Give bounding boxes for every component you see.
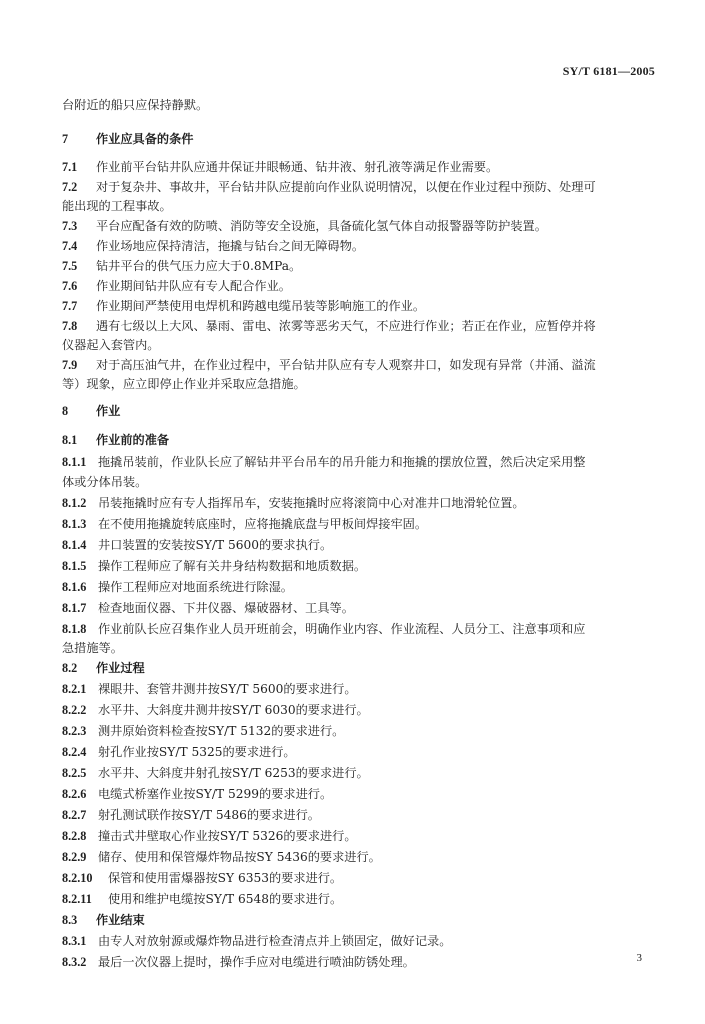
section-heading	[62, 402, 120, 421]
clause-text: 保管和使用雷爆器按SY 6353的要求进行。	[108, 871, 343, 885]
clause-number: 8.1.3	[62, 517, 87, 531]
clause-number: 8.3.1	[62, 934, 87, 948]
clause-number: 8.1	[62, 433, 78, 447]
clause-number: 7.1	[62, 160, 78, 174]
clause-line	[62, 536, 332, 555]
clause-text: 遇有七级以上大风、暴雨、雷电、浓雾等恶劣天气，不应进行作业；若正在作业，应暂停并将	[96, 319, 596, 333]
clause-text: 由专人对放射源或爆炸物品进行检查清点并上锁固定，做好记录。	[98, 934, 452, 948]
clause-text: 作业过程	[96, 661, 145, 675]
clause-text: 电缆式桥塞作业按SY/T 5299的要求进行。	[98, 787, 333, 801]
clause-text: 能出现的工程事故。	[62, 199, 172, 213]
clause-text: 钻井平台的供气压力应大于0.8MPa。	[96, 259, 302, 273]
clause-text: 操作工程师应对地面系统进行除湿。	[98, 580, 293, 594]
clause-line	[62, 515, 427, 534]
clause-number: 8.1.4	[62, 538, 87, 552]
clause-number: 8.2.4	[62, 745, 87, 759]
clause-text: 使用和维护电缆按SY/T 6548的要求进行。	[108, 892, 343, 906]
clause-number: 8.2.1	[62, 682, 87, 696]
clause-text: 作业应具备的条件	[96, 132, 194, 146]
section-heading	[62, 911, 145, 930]
clause-line	[62, 722, 344, 741]
clause-text: 撞击式井壁取心作业按SY/T 5326的要求进行。	[98, 829, 357, 843]
clause-text: 台附近的船只应保持静默。	[62, 98, 209, 112]
clause-text: 裸眼井、套管井测井按SY/T 5600的要求进行。	[98, 682, 357, 696]
clause-number: 7.4	[62, 239, 78, 253]
paragraph-continuation	[62, 639, 123, 658]
clause-text: 操作工程师应了解有关井身结构数据和地质数据。	[98, 559, 367, 573]
clause-line	[62, 578, 293, 597]
clause-text: 对于高压油气井，在作业过程中，平台钻井队应有专人观察井口，如发现有异常（井涌、溢流	[96, 358, 596, 372]
clause-text: 作业场地应保持清洁，拖撬与钻台之间无障碍物。	[96, 239, 365, 253]
clause-text: 检查地面仪器、下井仪器、爆破器材、工具等。	[98, 601, 354, 615]
clause-number: 7.2	[62, 180, 78, 194]
clause-line	[62, 237, 364, 256]
clause-number: 8	[62, 404, 69, 418]
clause-line	[62, 620, 586, 639]
paragraph-continuation	[62, 473, 147, 492]
clause-line	[62, 494, 525, 513]
clause-number: 8.3	[62, 913, 78, 927]
clause-number: 8.1.1	[62, 455, 87, 469]
clause-number: 8.2.3	[62, 724, 87, 738]
clause-number: 8.2	[62, 661, 78, 675]
clause-text: 作业前的准备	[96, 433, 170, 447]
clause-number: 8.2.7	[62, 808, 87, 822]
clause-text: 急措施等。	[62, 641, 123, 655]
clause-number: 7	[62, 132, 69, 146]
clause-number: 8.1.5	[62, 559, 87, 573]
clause-text: 对于复杂井、事故井，平台钻井队应提前向作业队说明情况，以便在作业过程中预防、处理可	[96, 180, 596, 194]
clause-text: 体或分体吊装。	[62, 475, 148, 489]
clause-line	[62, 932, 451, 951]
clause-number: 7.7	[62, 299, 78, 313]
clause-number: 8.2.11	[62, 892, 92, 906]
clause-line	[62, 827, 357, 846]
clause-text: 平台应配备有效的防喷、消防等安全设施，具备硫化氢气体自动报警器等防护装置。	[96, 219, 547, 233]
clause-number: 8.1.2	[62, 496, 87, 510]
clause-number: 8.2.9	[62, 850, 87, 864]
clause-line	[62, 356, 596, 375]
clause-number: 8.2.6	[62, 787, 87, 801]
clause-number: 8.2.8	[62, 829, 87, 843]
clause-number: 7.8	[62, 319, 78, 333]
clause-text: 作业期间严禁使用电焊机和跨越电缆吊装等影响施工的作业。	[96, 299, 426, 313]
clause-text: 水平井、大斜度井射孔按SY/T 6253的要求进行。	[98, 766, 369, 780]
clause-number: 8.2.10	[62, 871, 93, 885]
clause-number: 8.2.5	[62, 766, 87, 780]
page-number: 3	[636, 952, 642, 964]
clause-text: 作业前队长应召集作业人员开班前会，明确作业内容、作业流程、人员分工、注意事项和应	[98, 622, 586, 636]
paragraph-continuation	[62, 375, 306, 394]
clause-line	[62, 158, 498, 177]
clause-text: 拖撬吊装前，作业队长应了解钻井平台吊车的吊升能力和拖撬的摆放位置，然后决定采用整	[98, 455, 586, 469]
clause-line	[62, 317, 596, 336]
clause-text: 等）现象，应立即停止作业并采取应急措施。	[62, 377, 306, 391]
paragraph-continuation	[62, 96, 208, 115]
clause-line	[62, 953, 415, 972]
paragraph-continuation	[62, 336, 160, 355]
clause-line	[62, 764, 369, 783]
clause-number: 7.3	[62, 219, 78, 233]
clause-number: 7.6	[62, 279, 78, 293]
clause-line	[62, 297, 425, 316]
clause-line	[62, 743, 296, 762]
clause-line	[62, 257, 301, 276]
clause-line	[62, 890, 342, 909]
clause-text: 作业	[96, 404, 121, 418]
clause-text: 作业期间钻井队应有专人配合作业。	[96, 279, 291, 293]
clause-text: 在不使用拖撬旋转底座时，应将拖撬底盘与甲板间焊接牢固。	[98, 517, 428, 531]
clause-text: 水平井、大斜度井测井按SY/T 6030的要求进行。	[98, 703, 369, 717]
section-heading	[62, 130, 194, 149]
clause-number: 8.3.2	[62, 955, 87, 969]
clause-line	[62, 178, 596, 197]
clause-number: 8.1.8	[62, 622, 87, 636]
clause-line	[62, 806, 320, 825]
clause-line	[62, 217, 547, 236]
section-heading	[62, 431, 169, 450]
clause-text: 作业结束	[96, 913, 145, 927]
clause-number: 8.1.7	[62, 601, 87, 615]
clause-text: 井口装置的安装按SY/T 5600的要求执行。	[98, 538, 333, 552]
clause-number: 8.2.2	[62, 703, 87, 717]
clause-line	[62, 701, 369, 720]
clause-line	[62, 277, 291, 296]
clause-text: 仪器起入套管内。	[62, 338, 160, 352]
clause-text: 测井原始资料检查按SY/T 5132的要求进行。	[98, 724, 345, 738]
clause-line	[62, 869, 342, 888]
clause-number: 7.9	[62, 358, 78, 372]
clause-line	[62, 599, 354, 618]
clause-line	[62, 680, 357, 699]
clause-number: 8.1.6	[62, 580, 87, 594]
clause-text: 储存、使用和保管爆炸物品按SY 5436的要求进行。	[98, 850, 381, 864]
clause-text: 最后一次仪器上提时，操作手应对电缆进行喷油防锈处理。	[98, 955, 415, 969]
clause-line	[62, 848, 381, 867]
clause-text: 吊装拖撬时应有专人指挥吊车，安装拖撬时应将滚筒中心对准井口地滑轮位置。	[98, 496, 525, 510]
paragraph-continuation	[62, 197, 172, 216]
section-heading	[62, 659, 145, 678]
clause-line	[62, 557, 366, 576]
clause-text: 射孔作业按SY/T 5325的要求进行。	[98, 745, 296, 759]
clause-line	[62, 785, 332, 804]
standard-code: SY/T 6181—2005	[562, 64, 655, 78]
clause-text: 射孔测试联作按SY/T 5486的要求进行。	[98, 808, 320, 822]
clause-number: 7.5	[62, 259, 78, 273]
clause-line	[62, 453, 586, 472]
clause-text: 作业前平台钻井队应通井保证井眼畅通、钻井液、射孔液等满足作业需要。	[96, 160, 499, 174]
